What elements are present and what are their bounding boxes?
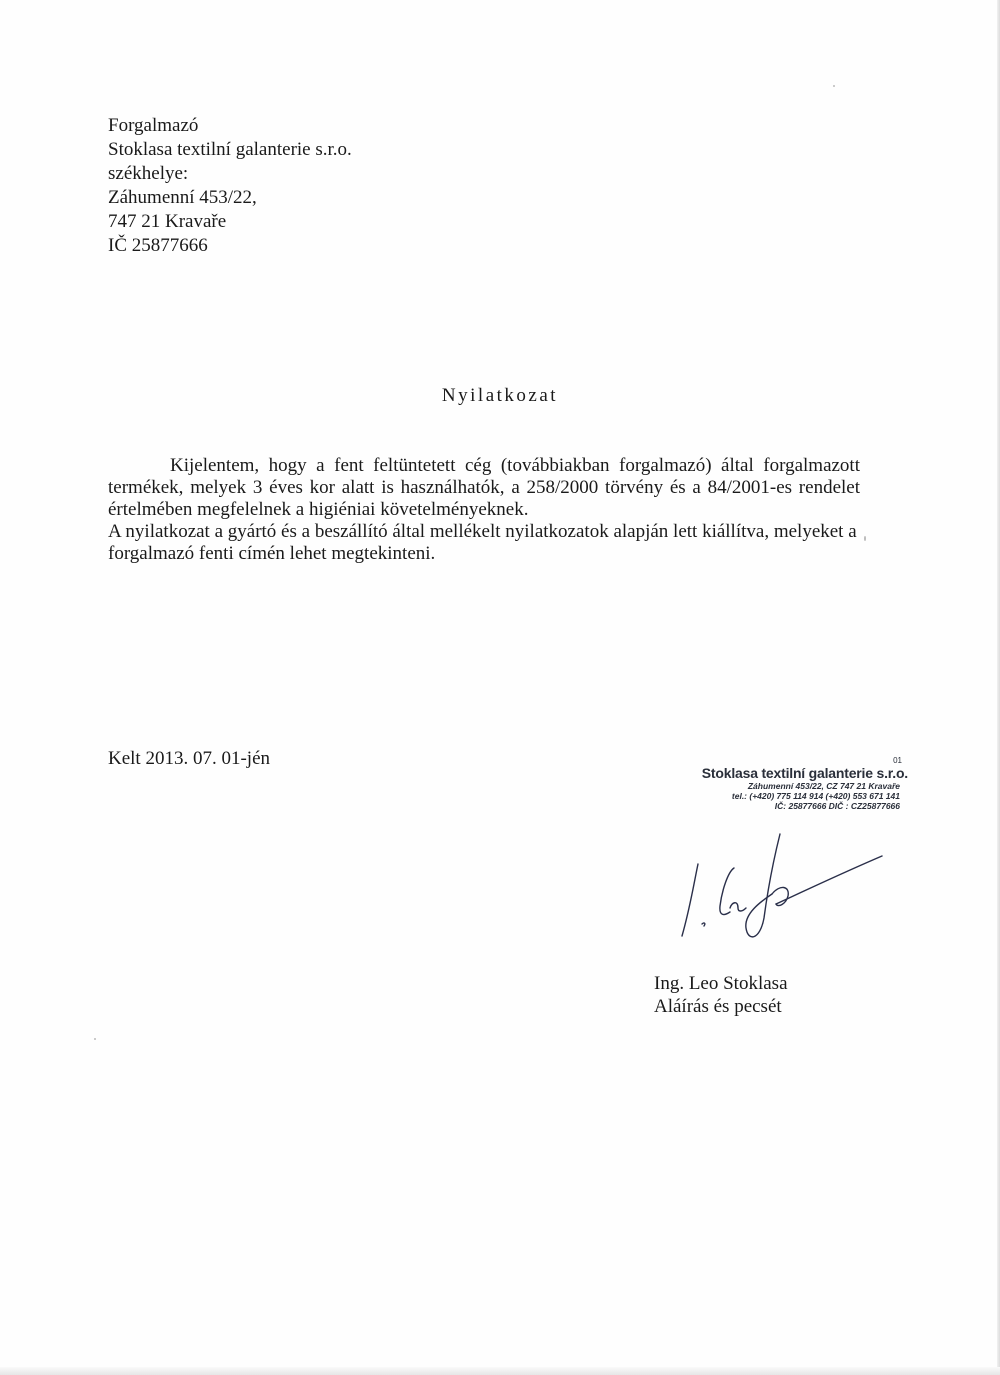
stamp-phone: tel.: (+420) 775 114 914 (+420) 553 671 141 xyxy=(731,791,900,801)
scan-speck xyxy=(833,85,835,87)
document-title: Nyilatkozat xyxy=(441,385,559,406)
page-bottom-edge xyxy=(0,1367,1000,1375)
scan-speck xyxy=(94,1038,96,1040)
sender-company-id: IČ 25877666 xyxy=(108,235,208,256)
issue-date: Kelt 2013. 07. 01-jén xyxy=(108,748,271,769)
declaration-paragraph-2: A nyilatkozat a gyártó és a beszállító által mellékelt nyilatkozatok alapján lett kiállítva, melyeket a forgalmazó fenti címén lehet megtekinteni. xyxy=(108,521,857,564)
declaration-body xyxy=(108,455,860,565)
sender-label: Forgalmazó xyxy=(108,115,199,136)
stamp-address: Záhumenní 453/22, CZ 747 21 Kravaře xyxy=(747,781,900,791)
sender-company: Stoklasa textilní galanterie s.r.o. xyxy=(108,139,352,160)
handwritten-signature xyxy=(672,828,892,958)
declaration-paragraph-1: Kijelentem, hogy a fent feltüntetett cég (továbbiakban forgalmazó) által forgalmazott termékek, melyek 3 éves kor alatt is használhatók, a 258/2000 törvény és a 84/2001-es rendelet értelmében megfelelnek a higiéniai követelményeknek. xyxy=(108,455,860,520)
company-stamp xyxy=(668,757,908,811)
signature-caption: Aláírás és pecsét xyxy=(654,996,782,1017)
sender-city: 747 21 Kravaře xyxy=(108,211,227,232)
stamp-company-name: Stoklasa textilní galanterie s.r.o. xyxy=(701,765,908,781)
signer-block xyxy=(654,972,788,1018)
sender-seat-label: székhelye: xyxy=(108,163,189,184)
sender-street: Záhumenní 453/22, xyxy=(108,187,257,208)
stamp-ids: IČ: 25877666 DIČ : CZ25877666 xyxy=(774,801,900,811)
signer-name: Ing. Leo Stoklasa xyxy=(654,973,788,994)
scan-speck xyxy=(864,536,866,541)
sender-address-block xyxy=(108,114,352,258)
stamp-number: 01 xyxy=(893,756,902,765)
